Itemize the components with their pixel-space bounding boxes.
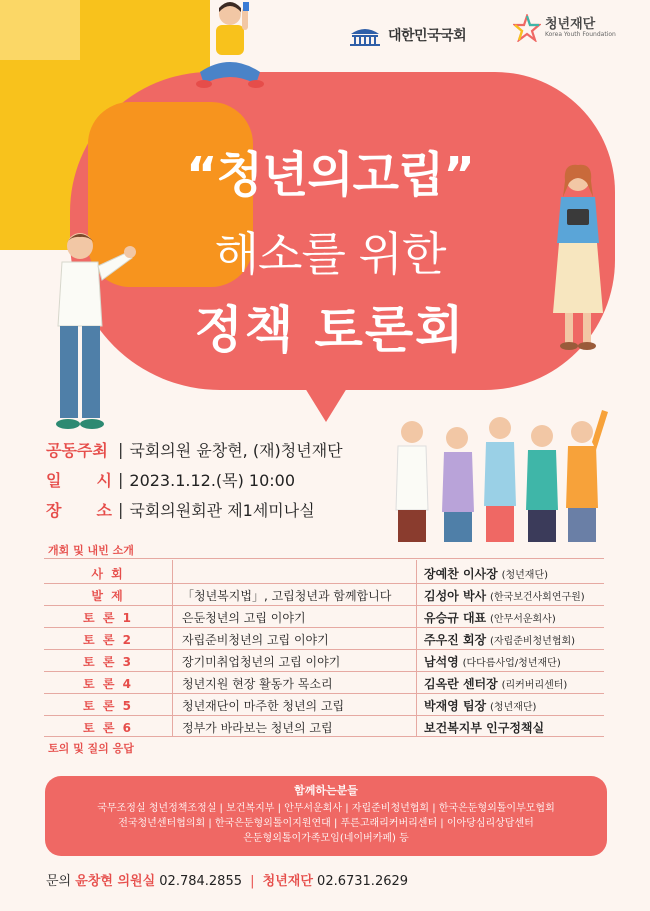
row-speaker: [416, 697, 606, 714]
woman-tablet-illustration: [543, 163, 613, 353]
table-column-divider: [172, 560, 173, 736]
date-label: [46, 468, 112, 491]
speaker-name: 김성아 박사: [424, 588, 487, 603]
national-assembly-logo: [348, 24, 466, 46]
place-label-a: 장: [46, 501, 62, 520]
contact-phone-2[interactable]: 02.6731.2629: [317, 874, 409, 889]
host-value: 국회의원 윤창현, (재)청년재단: [129, 441, 343, 460]
row-speaker: [416, 719, 606, 736]
contact-separator: |: [250, 874, 255, 889]
star-icon: [513, 14, 541, 42]
date-value: 2023.1.12.(목) 10:00: [129, 471, 296, 490]
youth-logo-subtext: Korea Youth Foundation: [545, 30, 616, 38]
contact-prefix: 문의: [46, 874, 72, 889]
program-header: 개회 및 내빈 소개: [48, 544, 134, 557]
speaker-org: (안무서운회사): [489, 613, 556, 625]
group-cheering-illustration: [382, 402, 612, 542]
row-label: 토 론 3: [83, 654, 133, 669]
table-row: [44, 606, 606, 628]
speaker-org: (다다름사업/청년재단): [462, 657, 561, 669]
youth-foundation-logo: [513, 14, 616, 42]
table-row: [44, 584, 606, 606]
speaker-name: 남석영: [424, 654, 459, 669]
row-label: 토 론 4: [83, 676, 133, 691]
contact-office-2: 청년재단: [262, 874, 313, 889]
row-speaker: [416, 609, 606, 626]
date-label-b: 시: [96, 471, 112, 490]
speaker-org: (리커버리센터): [501, 679, 568, 691]
date-separator: |: [118, 470, 124, 489]
row-speaker: [416, 631, 606, 648]
row-speaker: [416, 565, 606, 582]
contact-info: [46, 870, 408, 889]
row-label: 토 론 2: [83, 632, 133, 647]
speech-bubble-tail: [300, 380, 352, 422]
place-row: [46, 498, 315, 521]
row-label: 토 론 1: [83, 610, 133, 625]
speaker-name: 장예찬 이사장: [424, 566, 498, 581]
place-separator: |: [118, 500, 124, 519]
partners-title: 함께하는분들: [294, 784, 358, 797]
date-label-a: 일: [46, 471, 62, 490]
table-row: [44, 562, 606, 584]
light-yellow-decoration: [0, 0, 80, 60]
table-row: [44, 694, 606, 716]
speaker-name: 보건복지부 인구정책실: [424, 720, 545, 735]
man-thumbs-up-illustration: [28, 228, 138, 433]
row-label: 사 회: [91, 566, 125, 581]
contact-office-1: 윤창현 의원실: [75, 874, 156, 889]
speaker-org: (청년재단): [489, 701, 537, 713]
table-row: [44, 650, 606, 672]
sitting-person-illustration: [190, 0, 270, 92]
partners-box: [45, 776, 607, 856]
title-line-3: 정책 토론회: [194, 301, 466, 359]
row-topic: 청년지원 현장 활동가 목소리: [182, 676, 333, 691]
youth-logo-text: 청년재단: [545, 16, 596, 32]
date-row: [46, 468, 295, 491]
speaker-name: 박재영 팀장: [424, 698, 487, 713]
row-speaker: [416, 675, 606, 692]
place-label: [46, 498, 112, 521]
program-footer: 토의 및 질의 응답: [48, 742, 134, 755]
row-label: 토 론 5: [83, 698, 133, 713]
assembly-logo-text: 대한민국국회: [388, 28, 467, 44]
table-divider: [44, 558, 604, 559]
place-value: 국회의원회관 제1세미나실: [129, 501, 315, 520]
host-row: [46, 438, 343, 461]
row-label: 발 제: [91, 588, 125, 603]
partners-line-1: 국무조정실 청년정책조정실 | 보건복지부 | 안무서운회사 | 자립준비청년협회 | 한국은둔형외톨이부모협회: [97, 803, 555, 814]
row-label: 토 론 6: [83, 720, 133, 735]
title-line-2: 해소를 위한: [214, 227, 446, 281]
speaker-org: (청년재단): [501, 569, 549, 581]
row-topic: 은둔청년의 고립 이야기: [182, 610, 306, 625]
title-line-1: “청년의고립”: [186, 147, 474, 203]
table-divider: [44, 736, 604, 737]
contact-phone-1[interactable]: 02.784.2855: [159, 874, 242, 889]
speaker-org: (자립준비청년협회): [489, 635, 576, 647]
row-topic: 장기미취업청년의 고립 이야기: [182, 654, 341, 669]
speaker-org: (한국보건사회연구원): [489, 591, 585, 603]
speaker-name: 주우진 회장: [424, 632, 487, 647]
speaker-name: 유승규 대표: [424, 610, 487, 625]
table-column-divider: [416, 560, 417, 736]
row-topic: 「청년복지법」, 고립청년과 함께합니다: [182, 588, 392, 603]
row-topic: 정부가 바라보는 청년의 고립: [182, 720, 333, 735]
host-separator: |: [118, 440, 124, 459]
row-topic: 자립준비청년의 고립 이야기: [182, 632, 329, 647]
table-row: [44, 672, 606, 694]
table-row: [44, 716, 606, 738]
partners-line-3: 은둔형외톨이가족모임(네이버카페) 등: [243, 833, 409, 844]
partners-line-2: 전국청년센터협의회 | 한국은둔형외톨이지원연대 | 푸른고래리커버리센터 | 이아당심리상담센터: [118, 818, 534, 829]
speaker-name: 김옥란 센터장: [424, 676, 498, 691]
row-speaker: [416, 587, 606, 604]
assembly-building-icon: [348, 24, 382, 46]
place-label-b: 소: [96, 501, 112, 520]
host-label: 공동주최: [46, 441, 108, 460]
row-speaker: [416, 653, 606, 670]
row-topic: 청년재단이 마주한 청년의 고립: [182, 698, 345, 713]
table-row: [44, 628, 606, 650]
